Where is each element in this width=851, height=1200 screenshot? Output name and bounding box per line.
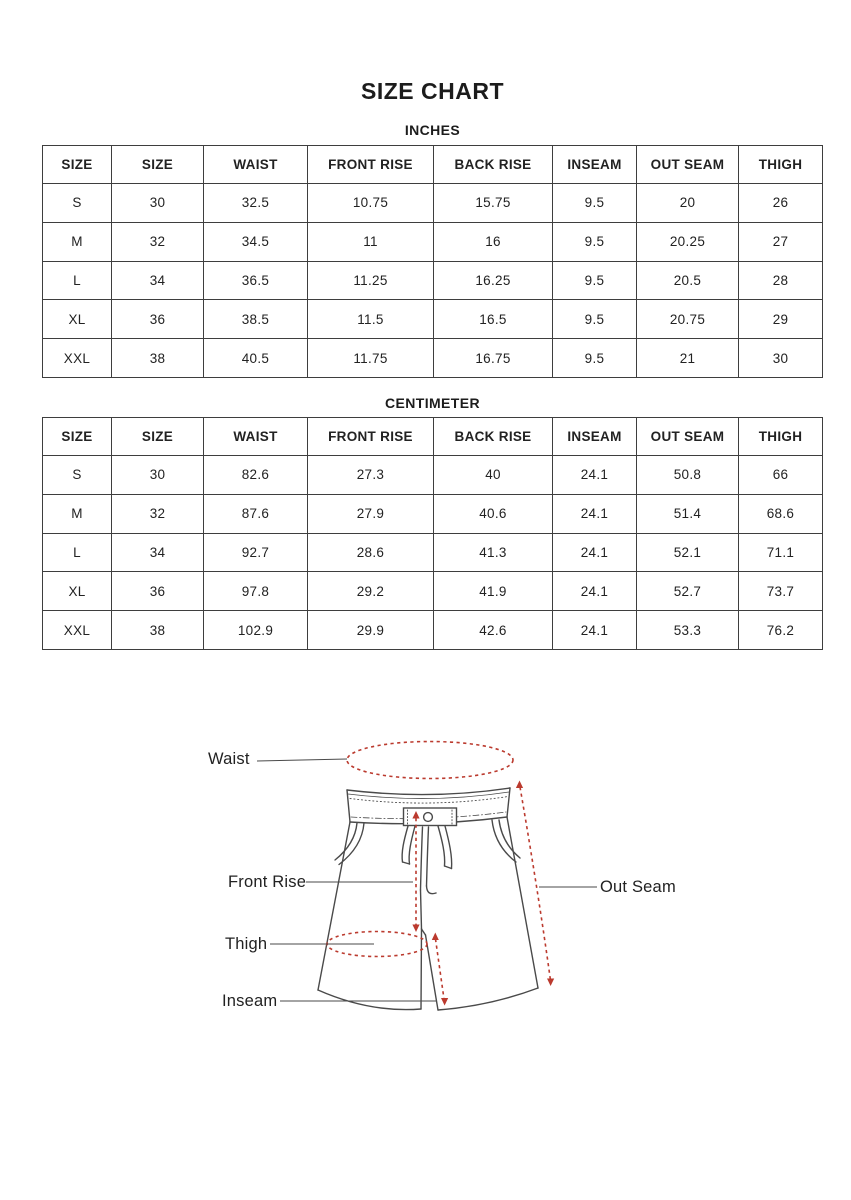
column-header: BACK RISE [434, 418, 553, 456]
inseam-measure-line [436, 939, 445, 999]
centimeter-size-table [42, 417, 823, 650]
column-header: INSEAM [553, 146, 637, 184]
table-row [43, 339, 823, 378]
table-cell: 20 [637, 184, 739, 223]
table-row [43, 533, 823, 572]
column-header: THIGH [739, 418, 823, 456]
table-cell: 76.2 [739, 611, 823, 650]
table-cell: 20.5 [637, 261, 739, 300]
table-cell: 27.3 [308, 456, 434, 495]
table-cell: 36.5 [204, 261, 308, 300]
inseam-label: Inseam [222, 992, 278, 1010]
size-cell: XXL [43, 611, 112, 650]
table-cell: 66 [739, 456, 823, 495]
size-cell: XXL [43, 339, 112, 378]
table-cell: 73.7 [739, 572, 823, 611]
table-cell: 50.8 [637, 456, 739, 495]
table-cell: 30 [739, 339, 823, 378]
inches-size-table [42, 145, 823, 378]
table-cell: 28.6 [308, 533, 434, 572]
column-header: WAIST [204, 418, 308, 456]
size-cell: XL [43, 572, 112, 611]
thigh-label: Thigh [225, 935, 268, 953]
table-cell: 40.5 [204, 339, 308, 378]
waist-leader-line [257, 759, 347, 761]
table-header-row [43, 418, 823, 456]
shorts-measurement-diagram [0, 700, 851, 1040]
table-cell: 32 [112, 222, 204, 261]
table-cell: 11.75 [308, 339, 434, 378]
table-cell: 28 [739, 261, 823, 300]
centimeter-table-header [43, 418, 823, 456]
table-cell: 38 [112, 339, 204, 378]
column-header: FRONT RISE [308, 418, 434, 456]
table-header-row [43, 146, 823, 184]
table-cell: 34 [112, 533, 204, 572]
table-cell: 11.25 [308, 261, 434, 300]
shorts-outline [318, 788, 538, 1010]
table-cell: 24.1 [553, 456, 637, 495]
table-cell: 42.6 [434, 611, 553, 650]
table-cell: 16 [434, 222, 553, 261]
size-cell: XL [43, 300, 112, 339]
table-cell: 24.1 [553, 533, 637, 572]
size-cell: M [43, 494, 112, 533]
table-cell: 10.75 [308, 184, 434, 223]
table-cell: 15.75 [434, 184, 553, 223]
table-cell: 38 [112, 611, 204, 650]
table-cell: 24.1 [553, 611, 637, 650]
table-cell: 34 [112, 261, 204, 300]
out-seam-label: Out Seam [600, 878, 676, 896]
page-title: SIZE CHART [361, 78, 504, 104]
table-row [43, 494, 823, 533]
table-cell: 27.9 [308, 494, 434, 533]
table-cell: 82.6 [204, 456, 308, 495]
table-cell: 27 [739, 222, 823, 261]
table-cell: 52.7 [637, 572, 739, 611]
table-cell: 21 [637, 339, 739, 378]
table-cell: 9.5 [553, 222, 637, 261]
table-cell: 9.5 [553, 339, 637, 378]
column-header: BACK RISE [434, 146, 553, 184]
table-cell: 92.7 [204, 533, 308, 572]
column-header: WAIST [204, 146, 308, 184]
table-row [43, 261, 823, 300]
table-row [43, 184, 823, 223]
column-header: OUT SEAM [637, 146, 739, 184]
table-cell: 52.1 [637, 533, 739, 572]
table-cell: 16.25 [434, 261, 553, 300]
column-header: SIZE [112, 418, 204, 456]
size-cell: S [43, 456, 112, 495]
column-header: SIZE [112, 146, 204, 184]
table-row [43, 572, 823, 611]
column-header: INSEAM [553, 418, 637, 456]
size-cell: L [43, 533, 112, 572]
table-cell: 29.2 [308, 572, 434, 611]
outseam-measure-line [520, 787, 550, 979]
table-cell: 24.1 [553, 572, 637, 611]
table-cell: 41.9 [434, 572, 553, 611]
table-cell: 26 [739, 184, 823, 223]
waist-measure-ellipse [347, 742, 513, 779]
table-cell: 9.5 [553, 300, 637, 339]
column-header: SIZE [43, 146, 112, 184]
table-cell: 20.75 [637, 300, 739, 339]
table-cell: 38.5 [204, 300, 308, 339]
centimeter-table-title: CENTIMETER [385, 395, 480, 411]
table-cell: 40 [434, 456, 553, 495]
table-cell: 32 [112, 494, 204, 533]
table-cell: 51.4 [637, 494, 739, 533]
table-cell: 97.8 [204, 572, 308, 611]
table-cell: 30 [112, 184, 204, 223]
table-cell: 102.9 [204, 611, 308, 650]
column-header: FRONT RISE [308, 146, 434, 184]
table-cell: 16.75 [434, 339, 553, 378]
table-cell: 32.5 [204, 184, 308, 223]
table-row [43, 300, 823, 339]
table-cell: 41.3 [434, 533, 553, 572]
table-cell: 20.25 [637, 222, 739, 261]
table-cell: 34.5 [204, 222, 308, 261]
column-header: THIGH [739, 146, 823, 184]
table-cell: 11 [308, 222, 434, 261]
table-cell: 40.6 [434, 494, 553, 533]
waist-label: Waist [208, 750, 250, 768]
inches-table-title: INCHES [404, 122, 461, 138]
column-header: OUT SEAM [637, 418, 739, 456]
inches-table-header [43, 146, 823, 184]
table-cell: 9.5 [553, 184, 637, 223]
column-header: SIZE [43, 418, 112, 456]
table-cell: 24.1 [553, 494, 637, 533]
table-cell: 29 [739, 300, 823, 339]
size-cell: M [43, 222, 112, 261]
table-row [43, 222, 823, 261]
table-cell: 87.6 [204, 494, 308, 533]
table-cell: 53.3 [637, 611, 739, 650]
table-cell: 68.6 [739, 494, 823, 533]
table-row [43, 456, 823, 495]
table-cell: 36 [112, 300, 204, 339]
table-cell: 11.5 [308, 300, 434, 339]
table-cell: 36 [112, 572, 204, 611]
table-cell: 16.5 [434, 300, 553, 339]
table-cell: 29.9 [308, 611, 434, 650]
size-cell: S [43, 184, 112, 223]
front-rise-label: Front Rise [228, 873, 307, 891]
table-cell: 30 [112, 456, 204, 495]
table-cell: 9.5 [553, 261, 637, 300]
table-row [43, 611, 823, 650]
size-cell: L [43, 261, 112, 300]
table-cell: 71.1 [739, 533, 823, 572]
